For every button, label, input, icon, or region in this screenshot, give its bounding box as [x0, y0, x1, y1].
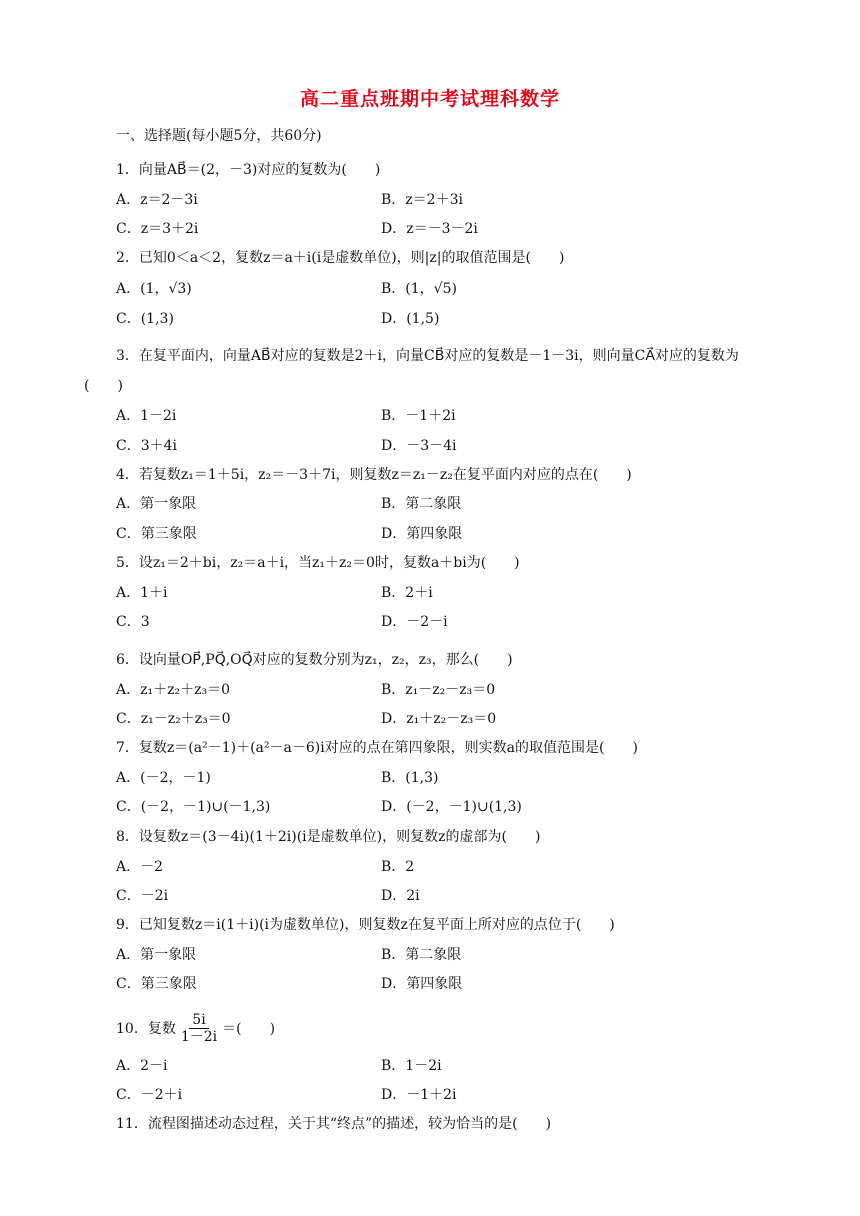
question-10-option-d: D．－1＋2i: [381, 1087, 457, 1103]
question-1-stem: 1．向量AB⃗＝(2，－3)对应的复数为( ): [116, 162, 381, 178]
question-3-option-c: C．3＋4i: [116, 438, 178, 454]
question-6-option-d: D．z₁＋z₂－z₃＝0: [381, 711, 497, 727]
question-9-stem: 9．已知复数z＝i(1＋i)(i为虚数单位)，则复数z在复平面上所对应的点位于( ): [116, 917, 615, 933]
question-10-option-c: C．－2＋i: [116, 1087, 183, 1103]
question-2-option-c: C．(1,3): [116, 311, 174, 327]
question-5-option-c: C．3: [116, 614, 150, 630]
question-8-option-d: D．2i: [381, 888, 420, 904]
question-7-option-b: B．(1,3): [381, 770, 439, 786]
question-4-option-c: C．第三象限: [116, 526, 197, 542]
question-5-option-d: D．－2－i: [381, 614, 448, 630]
question-10-stem: [116, 1012, 275, 1045]
question-2-stem: 2．已知0＜a＜2，复数z＝a＋i(i是虚数单位)，则|z|的取值范围是( ): [116, 250, 565, 266]
question-9-option-b: B．第二象限: [381, 947, 462, 963]
question-10-option-a: A．2－i: [116, 1058, 168, 1074]
section-heading: 一、选择题(每小题5分，共60分): [116, 128, 322, 144]
page-title: 高二重点班期中考试理科数学: [299, 88, 560, 110]
question-10-option-b: B．1－2i: [381, 1058, 442, 1074]
question-8-option-b: B．2: [381, 859, 415, 875]
question-3-stem-continuation: ( ): [84, 378, 123, 394]
question-7-option-a: A．(－2，－1): [116, 770, 211, 786]
question-10-suffix: ＝( ): [222, 1020, 276, 1037]
question-1-option-d: D．z＝－3－2i: [381, 221, 478, 237]
question-1-option-b: B．z＝2＋3i: [381, 192, 463, 208]
question-3-stem: 3．在复平面内，向量AB⃗对应的复数是2＋i，向量CB⃗对应的复数是－1－3i，则向量CA⃗对应的复数为: [116, 348, 739, 364]
question-4-stem: 4．若复数z₁＝1＋5i，z₂＝－3＋7i，则复数z＝z₁－z₂在复平面内对应的点在( ): [116, 467, 632, 483]
question-9-option-d: D．第四象限: [381, 976, 463, 992]
question-6-option-b: B．z₁－z₂－z₃＝0: [381, 682, 496, 698]
question-3-option-b: B．－1＋2i: [381, 408, 456, 424]
question-5-option-a: A．1＋i: [116, 585, 168, 601]
question-6-stem: 6．设向量OP⃗,PQ⃗,OQ⃗对应的复数分别为z₁，z₂，z₃，那么( ): [116, 652, 513, 668]
fraction-denominator: 1－2i: [180, 1029, 218, 1045]
question-8-stem: 8．设复数z＝(3－4i)(1＋2i)(i是虚数单位)，则复数z的虚部为( ): [116, 829, 541, 845]
question-5-option-b: B．2＋i: [381, 585, 433, 601]
question-7-option-c: C．(－2，－1)∪(－1,3): [116, 799, 271, 815]
question-8-option-c: C．－2i: [116, 888, 169, 904]
question-4-option-d: D．第四象限: [381, 526, 463, 542]
question-6-option-c: C．z₁－z₂＋z₃＝0: [116, 711, 231, 727]
question-9-option-c: C．第三象限: [116, 976, 197, 992]
question-4-option-b: B．第二象限: [381, 496, 462, 512]
question-7-stem: 7．复数z＝(a²－1)＋(a²－a－6)i对应的点在第四象限，则实数a的取值范围是( ): [116, 740, 638, 756]
question-1-option-c: C．z＝3＋2i: [116, 221, 199, 237]
question-3-option-a: A．1－2i: [116, 408, 177, 424]
question-9-option-a: A．第一象限: [116, 947, 197, 963]
question-5-stem: 5．设z₁＝2＋bi，z₂＝a＋i，当z₁＋z₂＝0时，复数a＋bi为( ): [116, 555, 520, 571]
question-4-option-a: A．第一象限: [116, 496, 197, 512]
question-7-option-d: D．(－2，－1)∪(1,3): [381, 799, 522, 815]
question-8-option-a: A．－2: [116, 859, 164, 875]
question-10-fraction: [178, 1012, 220, 1045]
fraction-numerator: 5i: [189, 1012, 208, 1029]
question-6-option-a: A．z₁＋z₂＋z₃＝0: [116, 682, 230, 698]
question-1-option-a: A．z＝2－3i: [116, 192, 198, 208]
question-3-option-d: D．－3－4i: [381, 438, 457, 454]
question-2-option-d: D．(1,5): [381, 311, 440, 327]
question-2-option-a: A．(1，√3): [116, 281, 192, 297]
question-2-option-b: B．(1，√5): [381, 281, 457, 297]
question-11-stem: 11．流程图描述动态过程，关于其“终点”的描述，较为恰当的是( ): [116, 1116, 552, 1132]
question-10-prefix: 10．复数: [116, 1020, 176, 1037]
